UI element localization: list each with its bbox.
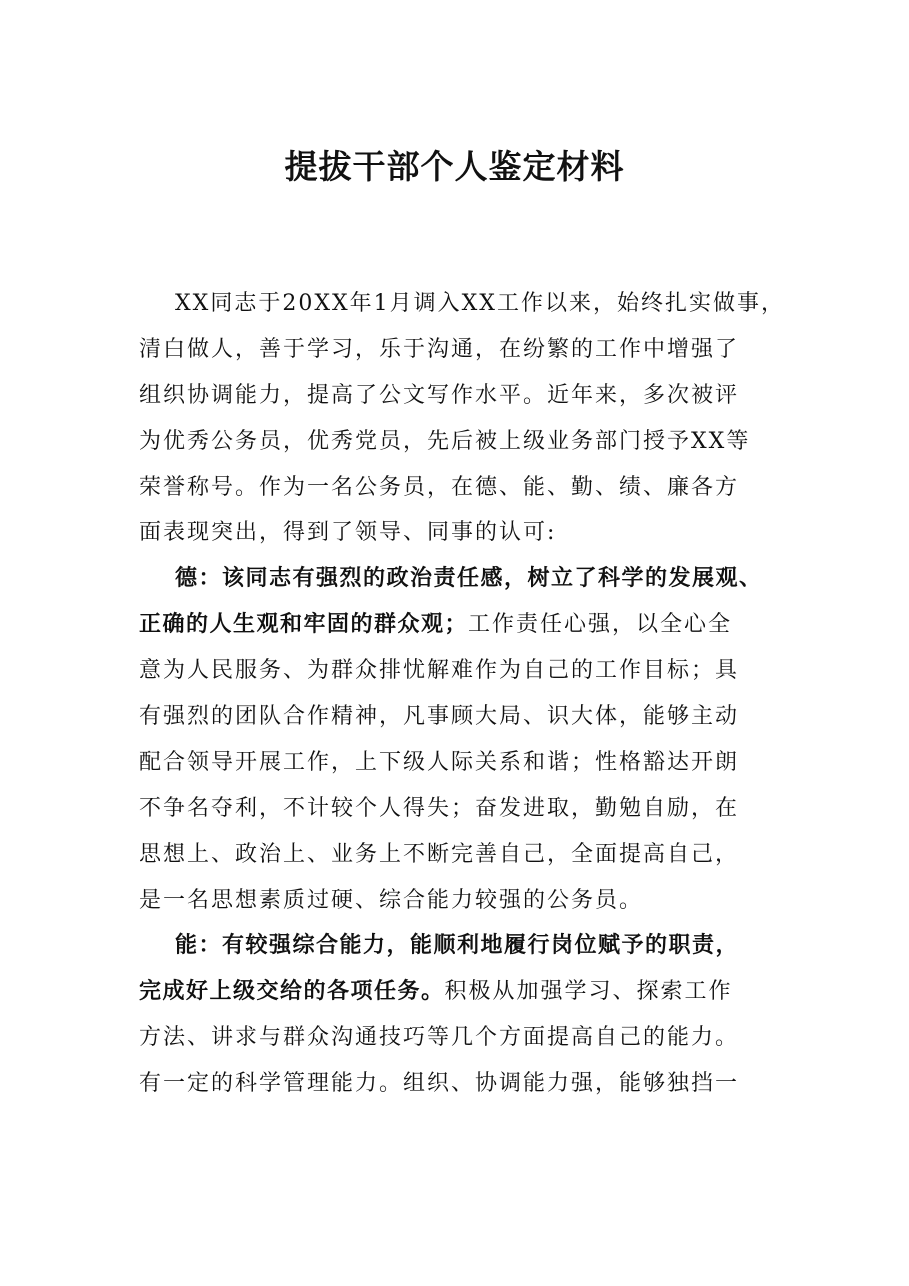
line-segment: 为优秀公务员，优秀党员，先后被上级业务部门授予XX等 bbox=[139, 428, 751, 454]
body-line-13 bbox=[139, 832, 779, 878]
line-segment: 面表现突出，得到了领导、同事的认可: bbox=[139, 520, 557, 546]
body-line-8 bbox=[139, 602, 779, 648]
heading-de: 德：该同志有强烈的政治责任感，树立了科学的发展观、 bbox=[175, 565, 763, 592]
heading-neng-cont: 完成好上级交给的各项任务。 bbox=[139, 978, 445, 1005]
body-line-2 bbox=[139, 327, 779, 373]
body-line-3 bbox=[139, 373, 779, 419]
line-segment: 是一名思想素质过硬、综合能力较强的公务员。 bbox=[139, 887, 644, 913]
line-segment: XX同志于20XX年1月调入XX工作以来，始终扎实做事， bbox=[175, 291, 785, 316]
body-line-17 bbox=[139, 1015, 779, 1061]
body-line-1 bbox=[139, 281, 785, 327]
line-segment: 有强烈的团队合作精神，凡事顾大局、识大体，能够主动 bbox=[139, 704, 740, 730]
body-line-10 bbox=[139, 694, 779, 740]
line-segment: 方法、讲求与群众沟通技巧等几个方面提高自己的能力。 bbox=[139, 1025, 740, 1051]
line-segment: 配合领导开展工作，上下级人际关系和谐；性格豁达开朗 bbox=[139, 749, 740, 775]
line-segment: 清白做人，善于学习，乐于沟通，在纷繁的工作中增强了 bbox=[139, 336, 740, 362]
body-line-18 bbox=[139, 1061, 779, 1107]
line-segment: 意为人民服务、为群众排忧解难作为自己的工作目标；具 bbox=[139, 658, 740, 684]
document-title: 提拔干部个人鉴定材料 bbox=[284, 147, 625, 186]
line-segment: 不争名夺利，不计较个人得失；奋发进取，勤勉自励，在 bbox=[139, 795, 740, 821]
body-line-12 bbox=[139, 786, 779, 832]
body-line-14 bbox=[139, 878, 779, 924]
line-segment: 组织协调能力，提高了公文写作水平。近年来，多次被评 bbox=[139, 382, 740, 408]
heading-neng: 能：有较强综合能力，能顺利地履行岗位赋予的职责， bbox=[175, 932, 740, 959]
body-line-15 bbox=[139, 923, 779, 969]
line-segment: 思想上、政治上、业务上不断完善自己，全面提高自己， bbox=[139, 841, 740, 867]
body-line-11 bbox=[139, 740, 779, 786]
line-segment: 荣誉称号。作为一名公务员，在德、能、勤、绩、廉各方 bbox=[139, 474, 740, 500]
heading-de-cont: 正确的人生观和牢固的群众观； bbox=[139, 611, 469, 638]
line-segment: 有一定的科学管理能力。组织、协调能力强，能够独挡一 bbox=[139, 1071, 740, 1097]
body-line-9 bbox=[139, 648, 779, 694]
body-line-16 bbox=[139, 969, 779, 1015]
line-segment: 积极从加强学习、探索工作 bbox=[444, 979, 733, 1005]
body-line-6 bbox=[139, 510, 779, 556]
body-line-4 bbox=[139, 419, 779, 465]
body-line-7 bbox=[139, 556, 779, 602]
document-body bbox=[139, 281, 785, 1107]
line-segment: 工作责任心强，以全心全 bbox=[468, 612, 733, 638]
body-line-5 bbox=[139, 465, 779, 511]
